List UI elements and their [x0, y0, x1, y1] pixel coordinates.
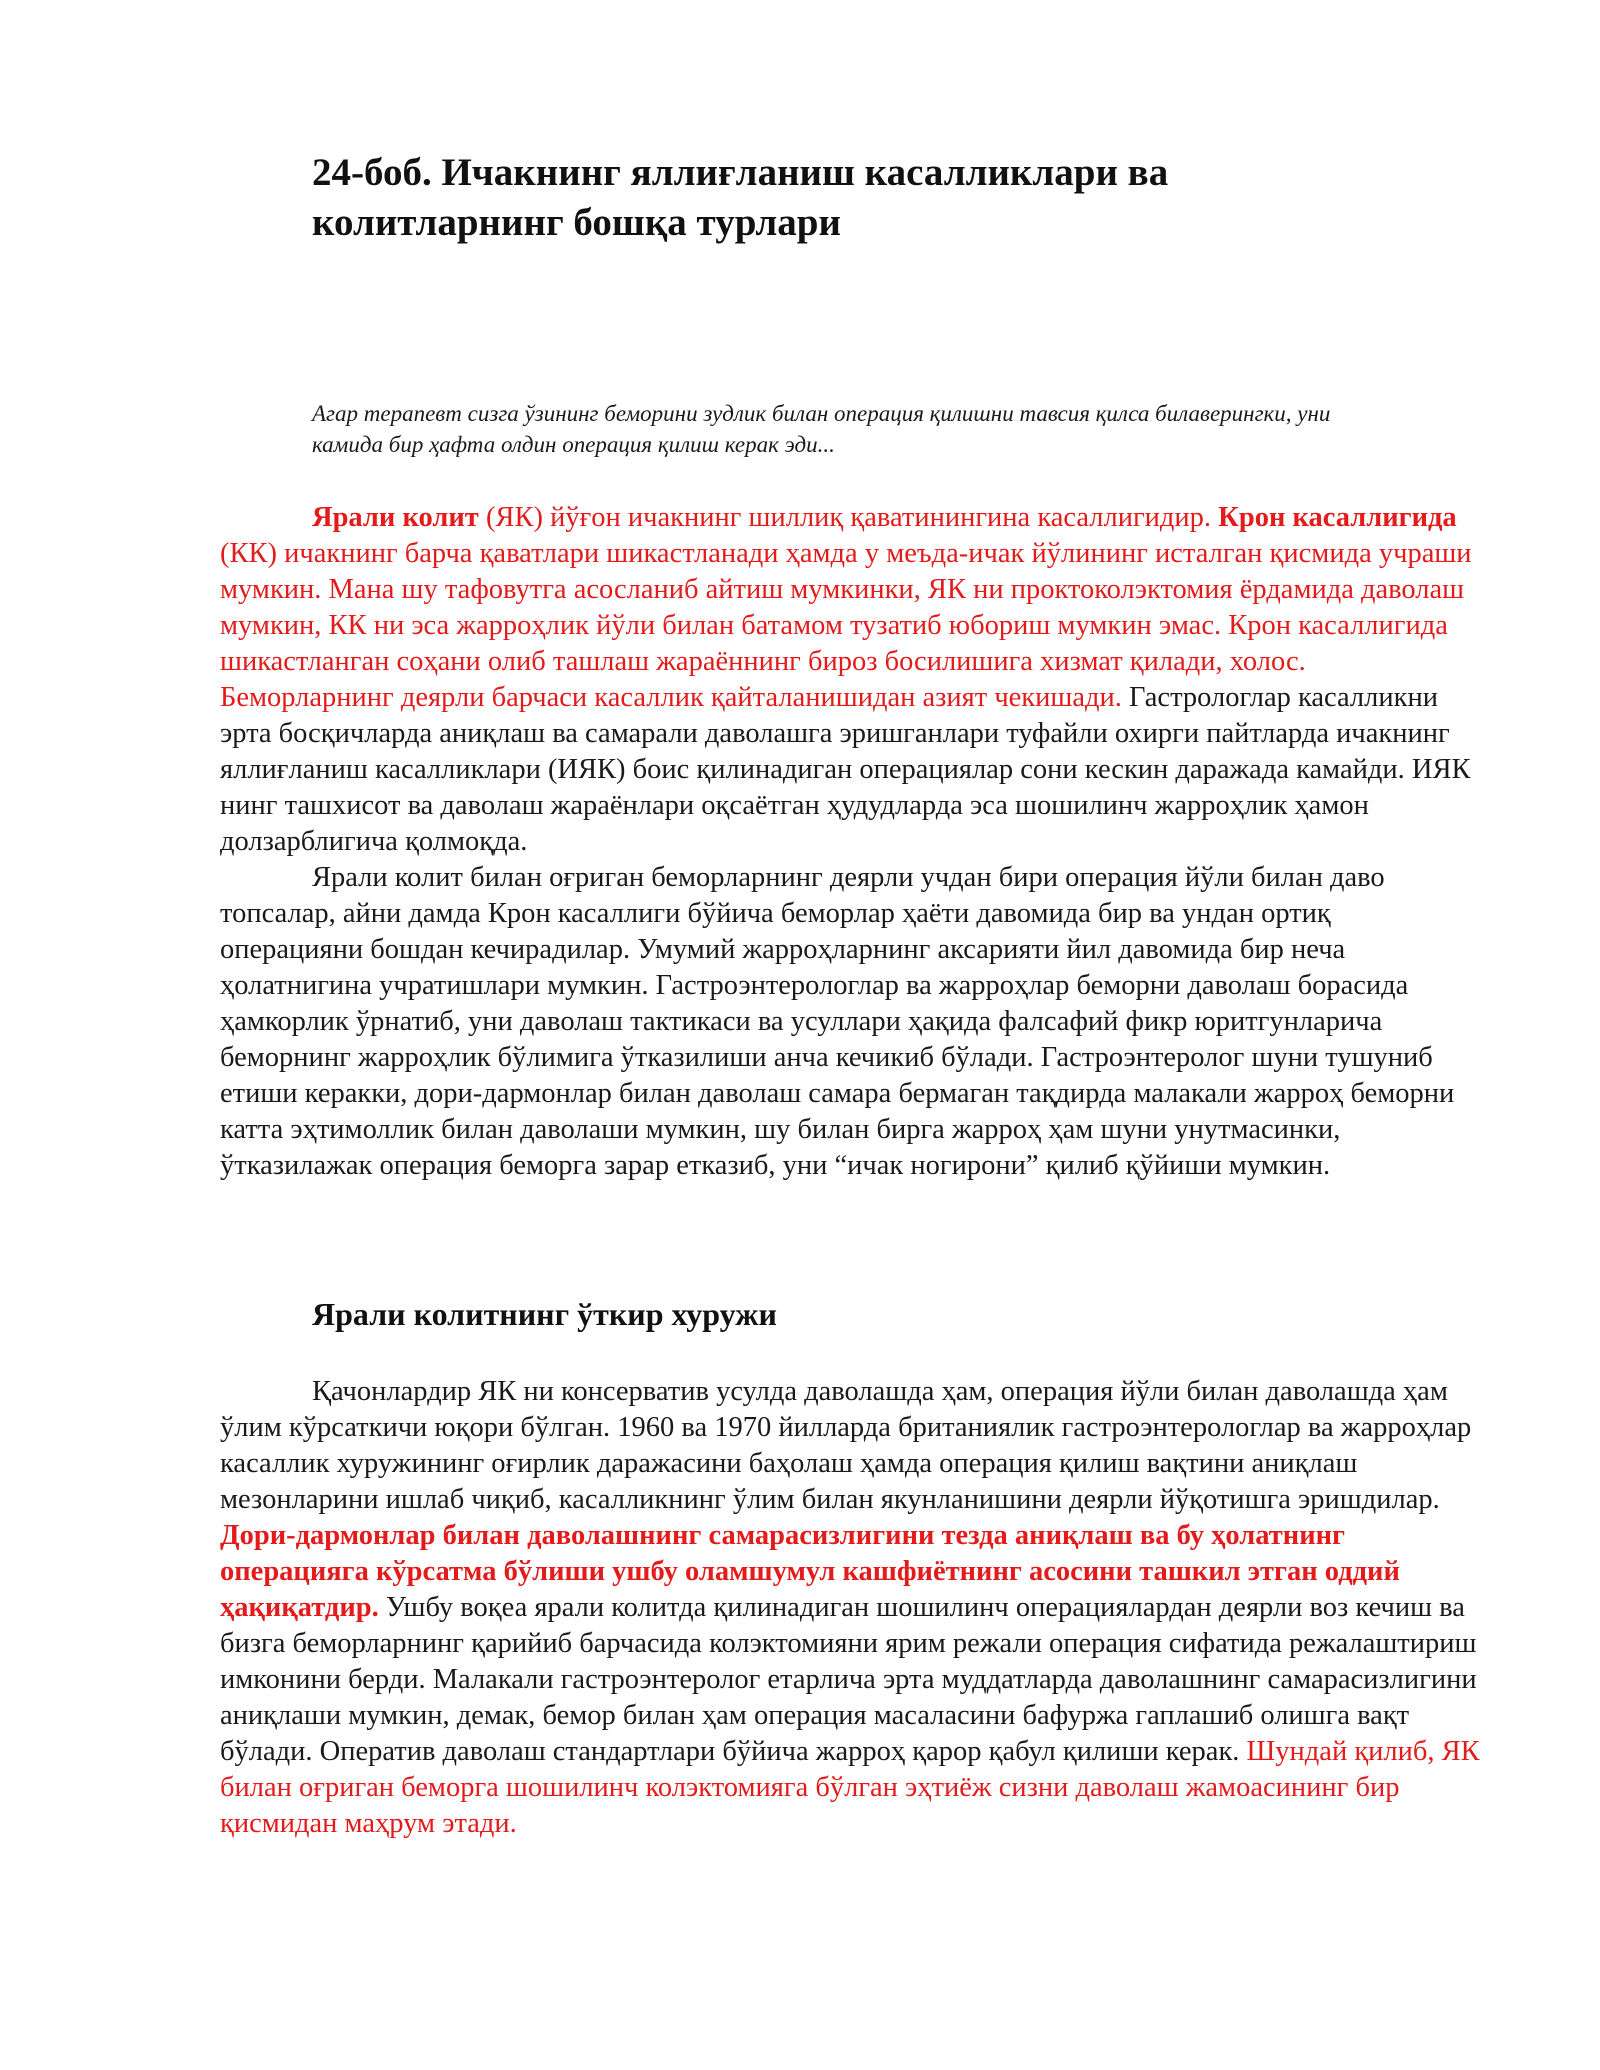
chapter-title-line-1: 24-боб. Ичакнинг яллиғланиш касалликлари ва [312, 151, 1169, 194]
intro-text-block [220, 500, 1480, 1184]
highlighted-bold-text: Дори-дармонлар билан даволашнинг самарасизлигини тезда аниқлаш ва бу ҳолатнинг операцияга кўрсатма бўлиши ушбу оламшумул кашфиётнинг асосини ташкил этган оддий ҳақиқатдир. [220, 1520, 1400, 1623]
paragraph-text: Гастрологлар касалликни эрта босқичларда аниқлаш ва самарали даволашга эришганлари туфайли охирги пайтларда ичакнинг яллиғланиш касалликлари (ИЯК) боис қилинадиган операциялар сони кескин даражада камайди. ИЯК нинг ташхисот ва даволаш жараёнлари оқсаётган ҳудудларда эса шошилинч жарроҳлик ҳамон долзарблигича қолмоқда. [220, 682, 1471, 857]
epigraph [312, 398, 1492, 460]
paragraph-text: Ушбу воқеа ярали колитда қилинадиган шошилинч операциялардан деярли воз кечиш ва бизга беморларнинг қарийиб барчасида колэктомияни ярим режали операция сифатида режалаштириш имконини берди. Малакали гастроэнтеролог етарлича эрта муддатларда даволашнинг самарасизлигини аниқлаши мумкин, демак, бемор билан ҳам операция масаласини бафуржа гаплашиб олишга вақт бўлади. Оператив даволаш стандартлари бўйича жарроҳ қарор қабул қилиши керак. [220, 1592, 1477, 1767]
epigraph-line-1: Агар терапевт сизга ўзининг беморини зудлик билан операция қилишни тавсия қилса билаверингки, уни [312, 401, 1331, 426]
term-ulcerative-colitis: Ярали колит [312, 502, 479, 533]
paragraph-surgery-statistics: Ярали колит билан оғриган беморларнинг деярли учдан бири операция йўли билан даво топсалар, айни дамда Крон касаллиги бўйича беморлар ҳаёти давомида бир ва ундан ортиқ операцияни бошдан кечирадилар. Умумий жарроҳларнинг аксарияти йил давомида бир неча ҳолатнигина учратишлари мумкин. Гастроэнтерологлар ва жарроҳлар беморни даволаш борасида ҳамкорлик ўрнатиб, уни даволаш тактикаси ва усуллари ҳақида фалсафий фикр юритгунларича беморнинг жарроҳлик бўлимига ўтказилиши анча кечикиб бўлади. Гастроэнтеролог шуни тушуниб етиши керакки, дори-дармонлар билан даволаш самара бермаган тақдирда малакали жарроҳ беморни катта эҳтимоллик билан даволаши мумкин, шу билан бирга жарроҳ ҳам шуни унутмасинки, ўтказилажак операция беморга зарар етказиб, уни “ичак ногирони” қилиб қўйиши мумкин. [220, 862, 1455, 1181]
term-crohn-disease: Крон касаллигида [1218, 502, 1457, 533]
chapter-title-line-2: колитларнинг бошқа турлари [312, 201, 841, 244]
paragraph-ulcerative-colitis-vs-crohn [220, 500, 1480, 860]
highlighted-text: (КК) ичакнинг барча қаватлари шикастланади ҳамда у меъда-ичак йўлининг исталган қисмида учраши мумкин. Мана шу тафовутга асосланиб айтиш мумкинки, ЯК ни проктоколэктомия ёрдамида даволаш мумкин, КК ни эса жарроҳлик йўли билан батамом тузатиб юбориш мумкин эмас. Крон касаллигида шикастланган соҳани олиб ташлаш жараённинг бироз босилишига хизмат қилади, холос. Беморларнинг деярли барчаси касаллик қайталанишидан азият чекишади. [220, 538, 1472, 713]
paragraph-text: Қачонлардир ЯК ни консерватив усулда даволашда ҳам, операция йўли билан даволашда ҳам ўлим кўрсаткичи юқори бўлган. 1960 ва 1970 йилларда британиялик гастроэнтерологлар ва жарроҳлар касаллик хуружининг оғирлик даражасини баҳолаш ҳамда операция қилиш вақтини аниқлаш мезонларини ишлаб чиқиб, касалликнинг ўлим билан якунланишини деярли йўқотишга эришдилар. [220, 1376, 1472, 1515]
highlighted-text: Шундай қилиб, ЯК билан оғриган беморга шошилинч колэктомияга бўлган эҳтиёж сизни даволаш жамоасининг бир қисмидан маҳрум этади. [220, 1736, 1480, 1839]
epigraph-line-2: камида бир ҳафта олдин операция қилиш керак эди... [312, 432, 835, 457]
highlighted-text: (ЯК) йўғон ичакнинг шиллиқ қаватинингина касаллигидир. [478, 502, 1219, 533]
paragraph-acute-attack [220, 1374, 1480, 1842]
chapter-title [312, 148, 1312, 248]
acute-attack-text-block [220, 1374, 1480, 1842]
section-title: Ярали колитнинг ўткир хуружи [312, 1296, 777, 1332]
